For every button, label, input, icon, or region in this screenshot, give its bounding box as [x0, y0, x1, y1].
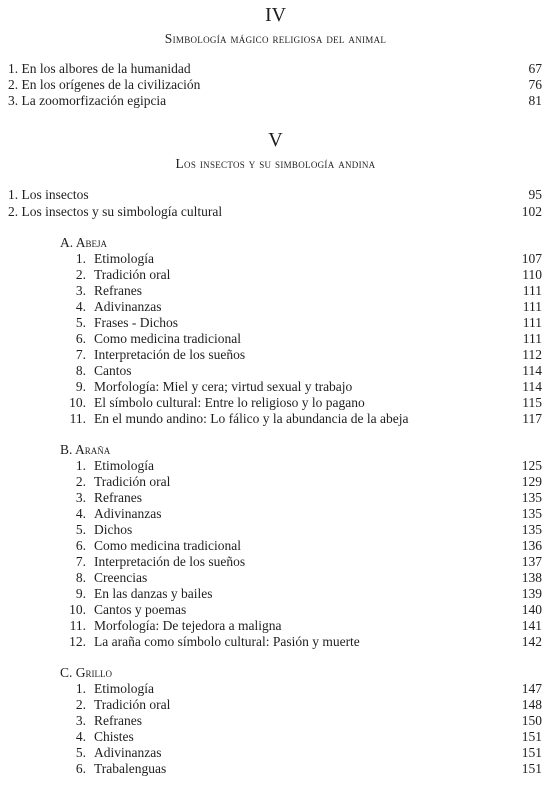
- entry-page: 110: [522, 267, 542, 282]
- entry-label: Cantos y poemas: [94, 602, 187, 617]
- entry-page: 111: [522, 283, 542, 298]
- entry-label: Etimología: [94, 251, 154, 266]
- entry-label: En el mundo andino: Lo fálico y la abundancia de la abeja: [94, 411, 409, 426]
- toc-subentry: [60, 298, 542, 315]
- entry-label: Interpretación de los sueños: [94, 554, 246, 569]
- entry-number: 3.: [75, 713, 86, 728]
- entry-label: Trabalenguas: [94, 761, 167, 776]
- toc-subentry: [60, 617, 542, 634]
- entry-page: 114: [522, 379, 542, 394]
- entry-label: Morfología: De tejedora a maligna: [94, 618, 282, 633]
- entry-label: Como medicina tradicional: [94, 331, 241, 346]
- entry-page: 95: [528, 187, 542, 202]
- entry-label: Creencias: [94, 570, 148, 585]
- entry-number: 7.: [75, 554, 86, 569]
- entry-number: 8.: [75, 363, 86, 378]
- entry-text: 2. En los orígenes de la civilización: [8, 77, 201, 92]
- entry-page: 141: [521, 618, 542, 633]
- toc-subentry: [60, 728, 542, 745]
- entry-page: 151: [521, 729, 542, 744]
- entry-page: 111: [522, 315, 542, 330]
- entry-number: 6.: [75, 538, 86, 553]
- entry-label: Adivinanzas: [94, 745, 162, 760]
- entry-number: 4.: [75, 299, 86, 314]
- entry-label: Como medicina tradicional: [94, 538, 241, 553]
- entry-number: 8.: [75, 570, 86, 585]
- entry-page: 67: [528, 61, 542, 76]
- entry-page: 135: [521, 506, 542, 521]
- entry-label: Interpretación de los sueños: [94, 347, 246, 362]
- toc-subentry: [60, 330, 542, 347]
- entry-label: Morfología: Miel y cera; virtud sexual y trabajo: [94, 379, 353, 394]
- entry-page: 135: [521, 522, 542, 537]
- entry-page: 111: [522, 331, 542, 346]
- entry-number: 3.: [75, 490, 86, 505]
- entry-number: 2.: [75, 697, 86, 712]
- entry-label: Refranes: [94, 283, 142, 298]
- toc-entry: [8, 186, 542, 203]
- entry-label: Etimología: [94, 681, 154, 696]
- subsection-heading-grillo: C. Grillo: [60, 665, 112, 680]
- entry-number: 6.: [75, 761, 86, 776]
- toc-subentry: [60, 505, 542, 522]
- entry-page: 151: [521, 745, 542, 760]
- entry-page: 151: [521, 761, 542, 776]
- toc-subentry: [60, 585, 542, 602]
- toc-subentry: [60, 633, 542, 650]
- toc-subentry: [60, 744, 542, 761]
- entry-label: Tradición oral: [94, 267, 171, 282]
- entry-number: 4.: [75, 729, 86, 744]
- entry-label: Dichos: [94, 522, 133, 537]
- entry-page: 76: [528, 77, 542, 92]
- entry-number: 10.: [69, 602, 86, 617]
- entry-page: 135: [521, 490, 542, 505]
- entry-label: Refranes: [94, 713, 142, 728]
- entry-page: 107: [521, 251, 542, 266]
- entry-page: 125: [521, 458, 542, 473]
- entry-number: 12.: [69, 634, 86, 649]
- entry-number: 9.: [75, 379, 86, 394]
- toc-entry: [8, 60, 542, 77]
- entry-number: 4.: [75, 506, 86, 521]
- toc-subentry: [60, 457, 542, 474]
- toc-subentry: [60, 378, 542, 395]
- entry-page: 136: [521, 538, 542, 553]
- entry-label: El símbolo cultural: Entre lo religioso y lo pagano: [94, 395, 365, 410]
- section-v-title: Los insectos y su simbología andina: [175, 156, 376, 171]
- entry-page: 147: [521, 681, 542, 696]
- toc-subentry: [60, 489, 542, 506]
- entry-number: 1.: [75, 458, 86, 473]
- entry-page: 117: [522, 411, 542, 426]
- entry-page: 140: [521, 602, 542, 617]
- entry-label: Etimología: [94, 458, 154, 473]
- entry-label: Tradición oral: [94, 474, 171, 489]
- entry-label: Frases - Dichos: [94, 315, 178, 330]
- entry-number: 11.: [69, 618, 86, 633]
- section-iv-numeral: IV: [264, 4, 287, 26]
- section-v-numeral: V: [268, 129, 283, 151]
- entry-label: Adivinanzas: [94, 506, 162, 521]
- toc-subentry: [60, 266, 542, 283]
- entry-label: Cantos: [94, 363, 132, 378]
- entry-text: 2. Los insectos y su simbología cultural: [8, 204, 223, 219]
- toc-subentry: [60, 314, 542, 331]
- toc-subentry: [60, 346, 542, 363]
- subsection-heading-arana: B. Araña: [60, 442, 111, 457]
- toc-subentry: [60, 521, 542, 538]
- entry-text: 3. La zoomorfización egipcia: [8, 93, 167, 108]
- entry-number: 3.: [75, 283, 86, 298]
- entry-page: 129: [521, 474, 542, 489]
- toc-subentry: [60, 569, 542, 586]
- entry-number: 6.: [75, 331, 86, 346]
- entry-page: 102: [521, 204, 542, 219]
- entry-page: 81: [528, 93, 542, 108]
- entry-page: 148: [521, 697, 542, 712]
- toc-entry: [8, 76, 542, 93]
- entry-number: 2.: [75, 474, 86, 489]
- entry-number: 9.: [75, 586, 86, 601]
- entry-label: La araña como símbolo cultural: Pasión y muerte: [94, 634, 360, 649]
- entry-number: 5.: [75, 745, 86, 760]
- entry-page: 139: [521, 586, 542, 601]
- entry-page: 114: [522, 363, 542, 378]
- toc-entry: [8, 203, 542, 220]
- entry-text: 1. Los insectos: [8, 187, 89, 202]
- entry-label: Chistes: [94, 729, 134, 744]
- toc-subentry: [60, 696, 542, 713]
- entry-page: 138: [521, 570, 542, 585]
- entry-number: 1.: [75, 251, 86, 266]
- entry-page: 137: [521, 554, 542, 569]
- entry-number: 7.: [75, 347, 86, 362]
- toc-subentry: [60, 712, 542, 729]
- entry-number: 5.: [75, 315, 86, 330]
- toc-subentry: [60, 282, 542, 299]
- subsection-heading-abeja: A. Abeja: [60, 235, 108, 250]
- entry-page: 111: [522, 299, 542, 314]
- entry-label: Adivinanzas: [94, 299, 162, 314]
- toc-subentry: [60, 553, 542, 570]
- toc-subentry: [60, 394, 542, 411]
- entry-page: 115: [522, 395, 542, 410]
- entry-number: 2.: [75, 267, 86, 282]
- toc-subentry: [60, 362, 542, 379]
- entry-label: Refranes: [94, 490, 142, 505]
- entry-page: 150: [521, 713, 542, 728]
- section-iv-title: Simbología mágico religiosa del animal: [164, 31, 387, 46]
- entry-label: Tradición oral: [94, 697, 171, 712]
- toc-subentry: [60, 473, 542, 490]
- entry-number: 5.: [75, 522, 86, 537]
- toc-subentry: [60, 410, 542, 427]
- entry-label: En las danzas y bailes: [94, 586, 213, 601]
- entry-text: 1. En los albores de la humanidad: [8, 61, 191, 76]
- toc-subentry: [60, 537, 542, 554]
- toc-subentry: [60, 601, 542, 618]
- entry-page: 112: [522, 347, 542, 362]
- toc-subentry: [60, 760, 542, 777]
- entry-number: 10.: [69, 395, 86, 410]
- entry-page: 142: [521, 634, 542, 649]
- toc-entry: [8, 92, 542, 109]
- entry-number: 11.: [69, 411, 86, 426]
- toc-subentry: [60, 250, 542, 267]
- toc-subentry: [60, 680, 542, 697]
- entry-number: 1.: [75, 681, 86, 696]
